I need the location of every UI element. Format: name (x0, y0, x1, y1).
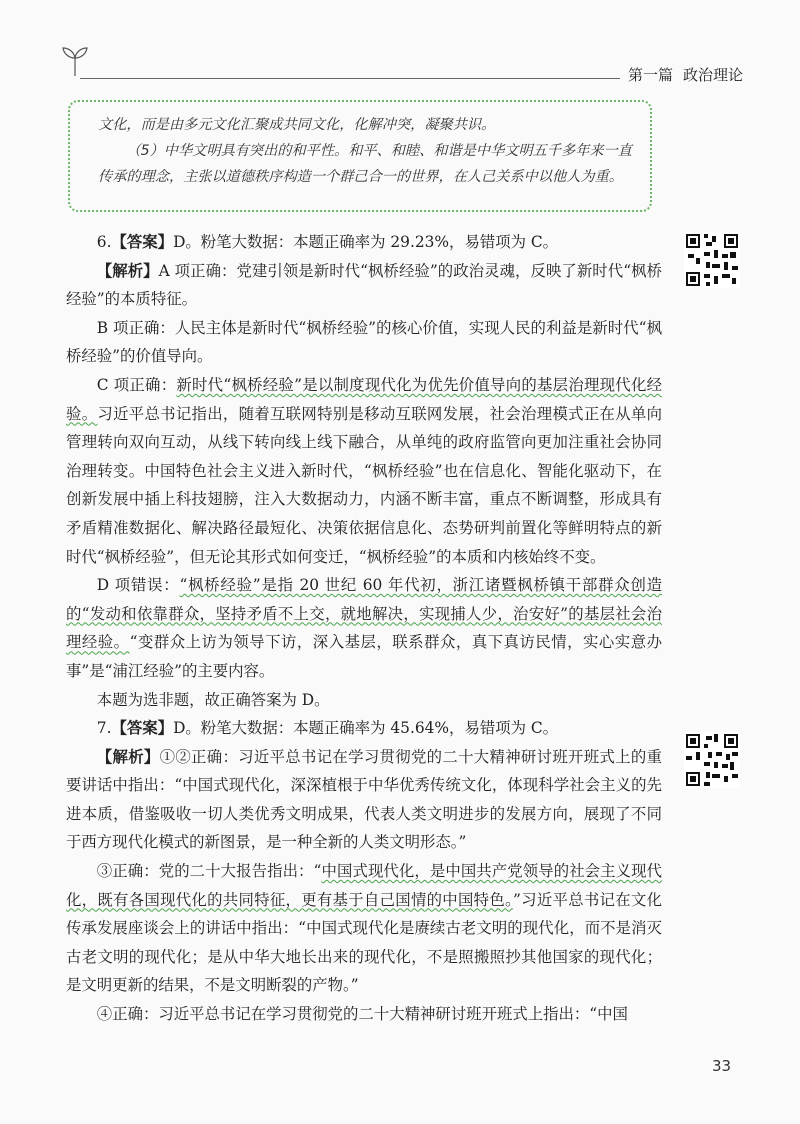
callout-box (68, 100, 652, 212)
q7-point-3-rest: ”习近平总书记在文化传承发展座谈会上的讲话中指出：“中国式现代化是赓续古老文明的现代化，而不是消灭古老文明的现代化；是从中华大地长出来的现代化，不是照搬照抄其他国家的现代化；是文明更新的结果，不是文明断裂的产物。” (66, 890, 662, 995)
q7-point-4: ④正确：习近平总书记在学习贯彻党的二十大精神研讨班开班式上指出：“中国 (96, 1005, 628, 1024)
q6-number: 6. (96, 233, 112, 251)
q6-option-d-prefix: D 项错误： (96, 576, 180, 595)
q6-option-c-rest: 习近平总书记指出，随着互联网特别是移动互联网发展，社会治理模式正在从单向管理转向双向互动，从线下转向线上线下融合，从单纯的政府监管向更加注重社会协同治理转变。中国特色社会主义进入新时代，“枫桥经验”也在信息化、智能化驱动下，在创新发展中插上科技翅膀，注入大数据动力，内涵不断丰富，重点不断调整，形成具有矛盾精准数据化、解决路径最短化、决策依据信息化、态势研判前置化等鲜明特点的新时代“枫桥经验”，但无论其形式如何变迁，“枫桥经验”的本质和内核始终不变。 (66, 404, 662, 566)
q6-option-d (66, 571, 662, 685)
q7-point-3-highlight: 中国式现代化，是中国共产党领导的社会主义现代化，既有各国现代化的共同特征，更有基于自己国情的中国特色。 (66, 862, 662, 909)
q6-option-c-highlight: 新时代“枫桥经验”是以制度现代化为优先价值导向的基层治理现代化经验。 (66, 375, 662, 423)
analysis-tag: 【解析】 (96, 747, 160, 766)
q6-option-a-text: A 项正确：党建引领是新时代“枫桥经验”的政治灵魂，反映了新时代“枫桥经验”的本质特征。 (66, 261, 662, 309)
answer-tag: 【答案】 (111, 233, 174, 251)
qr-code-icon[interactable] (684, 732, 740, 788)
q6-analysis-a (66, 257, 662, 314)
callout-paragraph-2: （5）中华文明具有突出的和平性。和平、和睦、和谐是中华文明五千多年来一直传承的理念，主张以道德秩序构造一个群己合一的世界，在人己关系中以他人为重。 (98, 143, 632, 185)
q6-option-b: B 项正确：人民主体是新时代“枫桥经验”的核心价值，实现人民的利益是新时代“枫桥经验”的价值导向。 (66, 318, 662, 366)
answer-tag: 【答案】 (111, 719, 174, 738)
answer-analysis-content (66, 228, 662, 1029)
section-name: 政治理论 (683, 66, 744, 84)
q7-number: 7. (96, 719, 112, 738)
q6-option-d-rest: “变群众上访为领导下访，深入基层，联系群众，真下真访民情，实心实意办事”是“浦江经验”的主要内容。 (66, 633, 662, 680)
section-title (628, 64, 743, 85)
q6-option-d-highlight: “枫桥经验”是指 20 世纪 60 年代初，浙江诸暨枫桥镇干部群众创造的“发动和依靠群众，坚持矛盾不上交，就地解决，实现捕人少，治安好”的基层社会治理经验。 (66, 576, 663, 652)
q6-answer (66, 228, 662, 257)
q7-answer (66, 714, 662, 743)
page-number: 33 (712, 1057, 732, 1075)
q6-conclusion: 本题为选非题，故正确答案为 D。 (96, 690, 330, 709)
q6-option-c (66, 371, 662, 571)
q6-option-c-prefix: C 项正确： (96, 375, 177, 394)
page-header (0, 0, 800, 100)
q7-analysis-1 (66, 743, 662, 857)
q6-answer-text: D。粉笔大数据：本题正确率为 29.23%，易错项为 C。 (173, 233, 559, 251)
header-divider (80, 78, 620, 79)
leaf-icon (60, 44, 90, 78)
callout-line-1: 文化，而是由多元文化汇聚成共同文化，化解冲突，凝聚共识。 (98, 117, 496, 133)
q7-point-1-2: ①②正确：习近平总书记在学习贯彻党的二十大精神研讨班开班式上的重要讲话中指出：“中国式现代化，深深植根于中华优秀传统文化，体现科学社会主义的先进本质，借鉴吸收一切人类优秀文明成果，代表人类文明进步的发展方向，展现了不同于西方现代化模式的新图景，是一种全新的人类文明形态。” (66, 747, 662, 852)
q7-answer-text: D。粉笔大数据：本题正确率为 45.64%，易错项为 C。 (173, 719, 559, 738)
section-part: 第一篇 (628, 66, 674, 84)
analysis-tag: 【解析】 (96, 261, 159, 280)
q7-point-3-prefix: ③正确：党的二十大报告指出：“ (96, 862, 322, 881)
q7-point-3 (66, 857, 662, 1000)
qr-code-icon[interactable] (684, 232, 740, 288)
